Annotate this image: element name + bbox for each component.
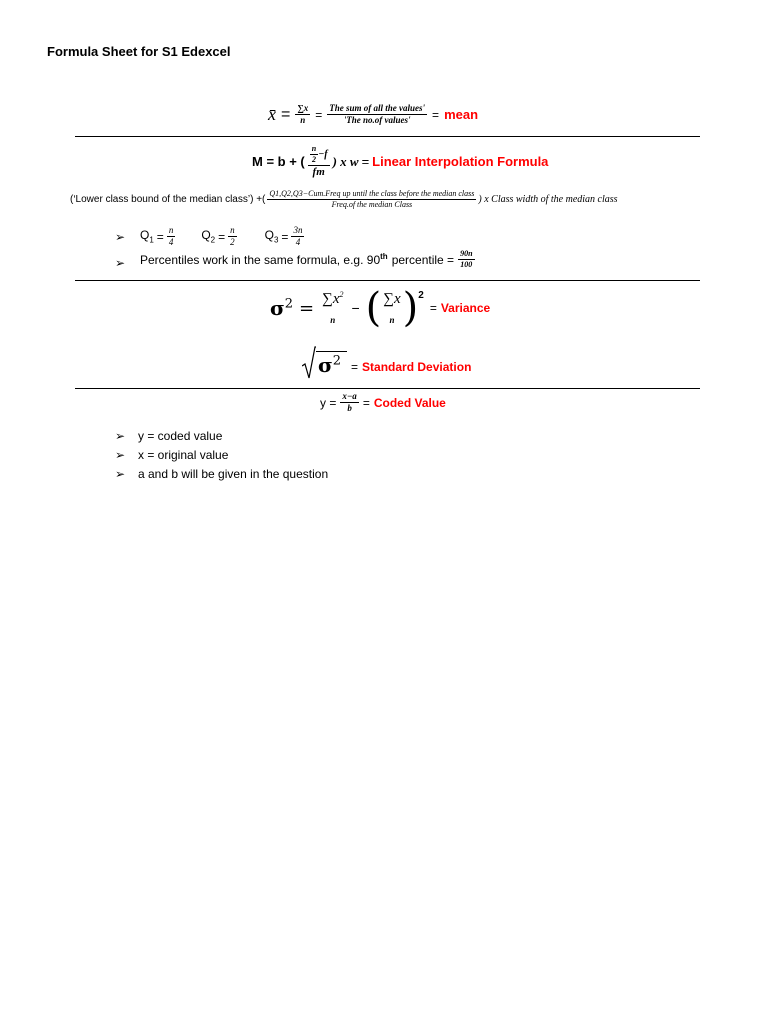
fraction-numerator: x−a xyxy=(342,391,357,401)
fraction-numerator: n xyxy=(168,225,174,235)
q-subscript: 1 xyxy=(149,235,154,245)
q-subscript: 2 xyxy=(210,235,216,245)
q1 xyxy=(140,226,175,247)
superscript: 2 xyxy=(284,296,294,312)
fraction-denominator: 4 xyxy=(295,237,301,247)
divider xyxy=(75,136,700,137)
fraction-denominator: 4 xyxy=(168,237,174,247)
equals-sign: = xyxy=(156,229,164,244)
bullet-icon: ➢ xyxy=(115,448,126,462)
sum-x-over-n xyxy=(295,104,310,125)
equals-sign: = xyxy=(429,301,437,315)
sum-x: ∑x xyxy=(322,291,340,307)
fraction-numerator: Q1,Q2,Q3−Cum.Freq up until the class before the median class xyxy=(269,189,475,198)
q-symbol: Q xyxy=(264,228,274,243)
superscript: 2 xyxy=(418,290,424,301)
bullet-icon: ➢ xyxy=(115,429,126,443)
interpolation-explanation xyxy=(70,190,730,209)
interp-label: Linear Interpolation Formula xyxy=(372,154,549,169)
q3-fraction xyxy=(291,226,304,247)
sd-label: Standard Deviation xyxy=(362,360,472,374)
percentile-fraction xyxy=(458,250,474,269)
equals-sign: = xyxy=(362,395,370,410)
fraction-numerator: n xyxy=(230,225,235,235)
equals-sign: = xyxy=(351,360,359,374)
fraction-numerator: The sum of all the values' xyxy=(329,103,426,113)
equals-sign: = xyxy=(432,107,440,122)
q-subscript: 3 xyxy=(273,235,279,245)
bullet-icon: ➢ xyxy=(115,256,126,270)
n-symbol: n xyxy=(311,144,317,153)
page-title: Formula Sheet for S1 Edexcel xyxy=(47,44,231,59)
left-paren-icon: ( xyxy=(365,285,382,331)
ordinal-suffix: th xyxy=(380,252,388,261)
coded-fraction xyxy=(340,392,358,413)
equals-sign: = xyxy=(281,105,291,123)
fraction-numerator: ∑x xyxy=(383,290,401,307)
minus-sign: − xyxy=(351,300,360,316)
variance-formula xyxy=(270,285,491,331)
sd-formula xyxy=(302,346,471,380)
two-symbol: 2 xyxy=(311,155,316,164)
x-bar-symbol: x̄ xyxy=(268,104,276,124)
words-fraction xyxy=(327,104,427,125)
fraction-numerator: ∑x xyxy=(297,103,309,113)
variance-label: Variance xyxy=(440,301,491,315)
q-symbol: Q xyxy=(140,228,150,243)
sum-x-over-n xyxy=(381,292,402,325)
percentiles-row xyxy=(140,250,475,269)
sigma-symbol: σ xyxy=(318,352,333,377)
fraction-numerator xyxy=(308,145,330,166)
quartiles-row xyxy=(140,226,304,247)
bracketed-mean xyxy=(365,285,424,331)
percentile-text-2: percentile = xyxy=(391,252,455,267)
n-over-2 xyxy=(310,145,318,164)
fraction-numerator xyxy=(320,291,345,308)
list-item: x = original value xyxy=(138,448,229,462)
fraction-denominator: 'The no.of values' xyxy=(343,115,411,125)
fraction-numerator: 90n xyxy=(460,249,473,258)
equals-sign: = xyxy=(315,107,323,122)
mean-label: mean xyxy=(444,107,479,122)
explain-prefix: (‘Lower class bound of the median class’) +( xyxy=(70,194,266,205)
right-paren-icon: ) xyxy=(402,285,419,331)
mean-formula xyxy=(268,104,478,125)
explain-fraction xyxy=(267,190,476,209)
q1-fraction xyxy=(167,226,176,247)
equals-sign: = xyxy=(299,297,315,319)
equals-sign: = xyxy=(218,229,226,244)
bullet-icon: ➢ xyxy=(115,467,126,481)
fraction-denominator: Freq.of the median Class xyxy=(331,200,413,209)
q-symbol: Q xyxy=(201,228,211,243)
list-item: y = coded value xyxy=(138,429,223,443)
q2 xyxy=(201,226,236,247)
fraction-denominator: n xyxy=(389,314,395,325)
interpolation-formula xyxy=(252,145,548,178)
equals-sign: = xyxy=(361,154,370,169)
fraction-denominator: n xyxy=(300,115,306,125)
superscript: 2 xyxy=(332,352,342,368)
fraction-denominator: b xyxy=(347,403,352,413)
fraction-denominator: 2 xyxy=(230,237,235,247)
fraction-denominator: 100 xyxy=(460,260,473,269)
fraction-numerator: 3n xyxy=(293,225,303,235)
times-width: ) x w xyxy=(332,153,359,169)
fraction-denominator: fm xyxy=(312,166,325,178)
list-item: a and b will be given in the question xyxy=(138,467,329,481)
q3 xyxy=(265,226,305,247)
superscript: 2 xyxy=(339,290,344,299)
divider xyxy=(75,388,700,389)
sigma-symbol: σ xyxy=(270,296,285,320)
sigma-squared xyxy=(316,351,347,376)
coded-label: Coded Value xyxy=(373,395,446,410)
fraction-denominator: n xyxy=(330,315,336,325)
coded-formula xyxy=(320,392,446,413)
median-lhs: M = b + ( xyxy=(252,154,305,169)
q2-fraction xyxy=(228,226,237,247)
sigma-squared xyxy=(270,296,293,320)
y-equals: y = xyxy=(320,395,337,410)
sum-x2-over-n xyxy=(320,291,345,325)
percentile-text: Percentiles work in the same formula, e.g. 90 xyxy=(140,253,381,267)
square-root-icon xyxy=(302,346,316,380)
minus-f: −f xyxy=(318,148,328,160)
equals-sign: = xyxy=(281,229,289,244)
divider xyxy=(75,280,700,281)
interp-fraction xyxy=(308,145,330,178)
explain-suffix: ) x Class width of the median class xyxy=(478,194,618,205)
bullet-icon: ➢ xyxy=(115,230,126,244)
